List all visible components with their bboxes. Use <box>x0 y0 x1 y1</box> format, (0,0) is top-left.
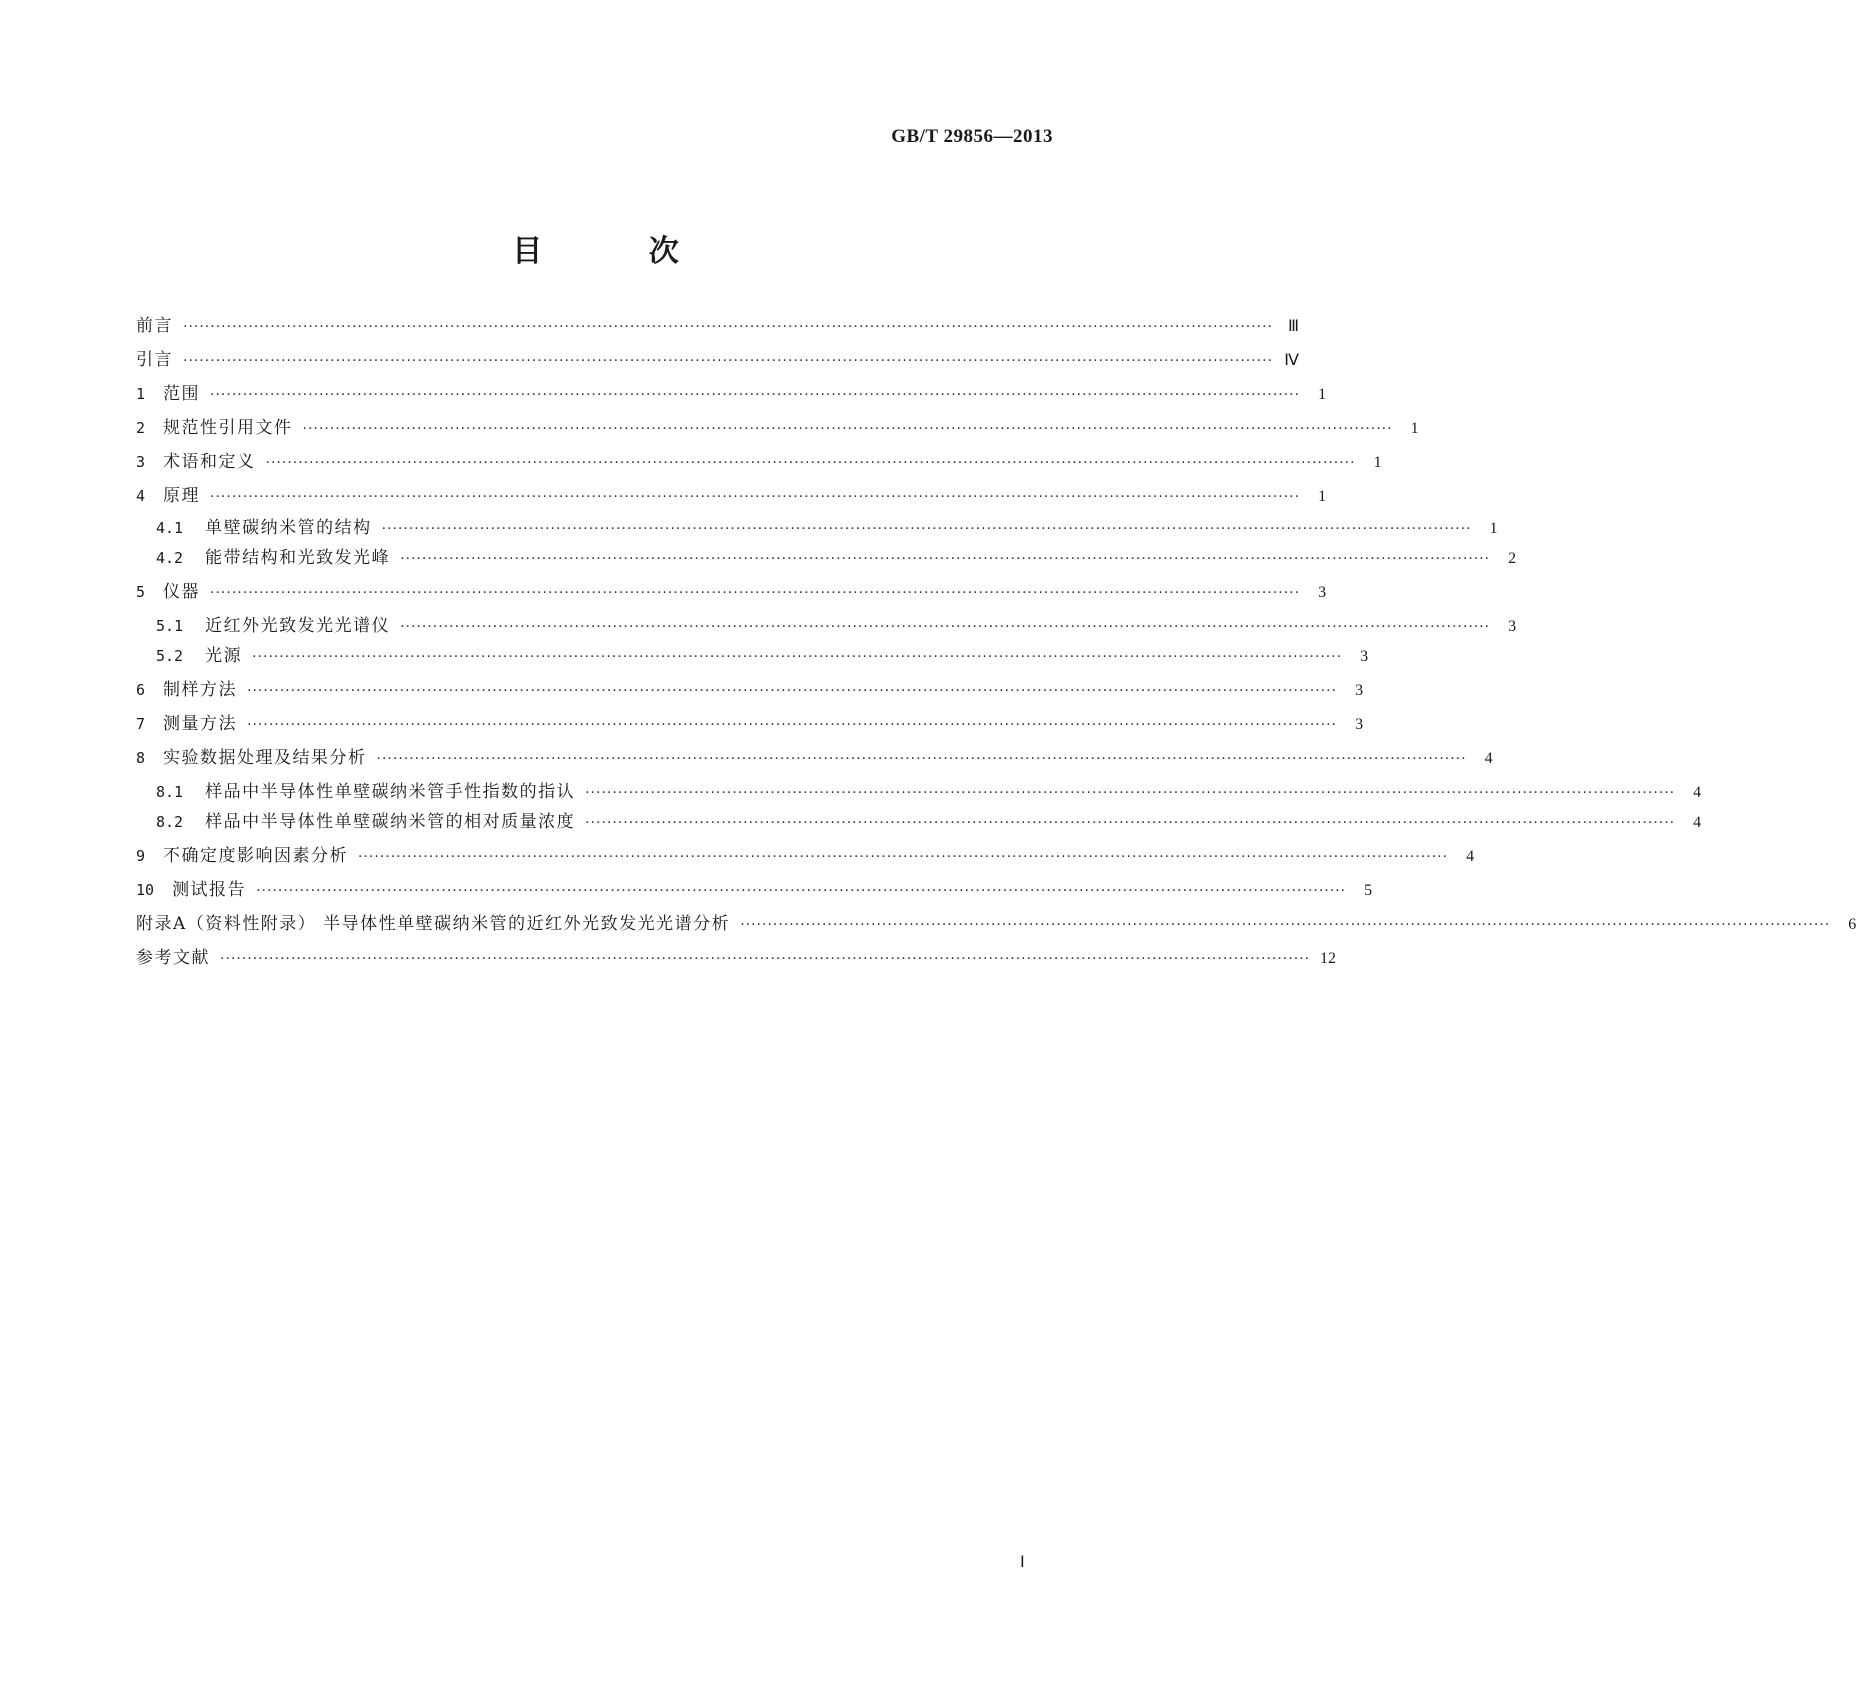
toc-entry-label: 仪器 <box>163 582 201 602</box>
toc-entry-4[interactable] <box>136 484 1327 508</box>
leader-dots: ········································································································································································································ <box>210 585 1301 601</box>
leader-dots: ········································································································································································································ <box>585 815 1676 831</box>
toc-entry-number: 8.2 <box>156 813 184 831</box>
page-number: Ⅰ <box>1020 1554 1025 1571</box>
toc-entry-label: 近红外光致发光光谱仪 <box>205 616 391 636</box>
leader-dots: ········································································································································································································ <box>376 751 1467 767</box>
toc-entry-number: 5 <box>136 583 146 601</box>
toc-entry-label: 术语和定义 <box>163 452 256 472</box>
toc-entry-preface[interactable] <box>136 314 1300 338</box>
toc-entry-page: 1 <box>1410 420 1419 437</box>
leader-dots: ········································································································································································································ <box>381 521 1472 537</box>
toc-entry-5[interactable] <box>136 580 1327 604</box>
toc-entry-label: 样品中半导体性单壁碳纳米管的相对质量浓度 <box>205 812 576 832</box>
toc-entry-page: 4 <box>1484 750 1493 767</box>
toc-entry-label: 不确定度影响因素分析 <box>163 846 349 866</box>
toc-entry-number: 5.2 <box>156 647 184 665</box>
toc-entry-number: 10 <box>136 881 155 899</box>
toc-entry-page: 3 <box>1508 618 1517 635</box>
toc-entry-number: 1 <box>136 385 146 403</box>
toc-entry-label: 规范性引用文件 <box>163 418 293 438</box>
leader-dots: ········································································································································································································ <box>302 421 1393 437</box>
toc-entry-page: 1 <box>1318 488 1327 505</box>
toc-entry-page: 12 <box>1320 950 1337 967</box>
toc-entry-2[interactable] <box>136 416 1419 440</box>
leader-dots: ········································································································································································································ <box>210 489 1301 505</box>
toc-entry-page: 4 <box>1693 814 1702 831</box>
toc-entry-page: 3 <box>1355 682 1364 699</box>
toc-entry-page: 3 <box>1360 648 1369 665</box>
toc-entry-page: 4 <box>1693 784 1702 801</box>
toc-entry-number: 8.1 <box>156 783 184 801</box>
toc-entry-number: 4.2 <box>156 549 184 567</box>
toc-entry-5-1[interactable] <box>156 614 1517 638</box>
leader-dots: ········································································································································································································ <box>220 951 1311 967</box>
toc-entry-label: 测试报告 <box>172 880 247 900</box>
leader-dots: ········································································································································································································ <box>247 717 1338 733</box>
toc-entry-8[interactable] <box>136 746 1493 770</box>
toc-entry-label: 能带结构和光致发光峰 <box>205 548 391 568</box>
toc-entry-number: 4.1 <box>156 519 184 537</box>
toc-entry-references[interactable] <box>136 946 1337 970</box>
toc-entry-4-2[interactable] <box>156 546 1517 570</box>
toc-entry-page: 1 <box>1373 454 1382 471</box>
leader-dots: ········································································································································································································ <box>210 387 1301 403</box>
toc-entry-introduction[interactable] <box>136 348 1300 372</box>
toc-entry-number: 6 <box>136 681 146 699</box>
toc-entry-9[interactable] <box>136 844 1475 868</box>
toc-entry-page: 4 <box>1466 848 1475 865</box>
toc-entry-label: 单壁碳纳米管的结构 <box>205 518 372 538</box>
leader-dots: ········································································································································································································ <box>183 319 1274 335</box>
toc-entry-label: 实验数据处理及结果分析 <box>163 748 367 768</box>
leader-dots: ········································································································································································································ <box>247 683 1338 699</box>
leader-dots: ········································································································································································································ <box>358 849 1449 865</box>
toc-entry-page: Ⅳ <box>1284 352 1300 369</box>
leader-dots: ········································································································································································································ <box>256 883 1347 899</box>
leader-dots: ········································································································································································································ <box>183 353 1274 369</box>
toc-entry-4-1[interactable] <box>156 516 1498 540</box>
leader-dots: ········································································································································································································ <box>740 917 1831 933</box>
toc-entry-number: 2 <box>136 419 146 437</box>
toc-entry-label: 光源 <box>205 646 243 666</box>
toc-entry-number: 7 <box>136 715 146 733</box>
toc-entry-number: 8 <box>136 749 146 767</box>
leader-dots: ········································································································································································································ <box>400 619 1491 635</box>
leader-dots: ········································································································································································································ <box>265 455 1356 471</box>
toc-entry-label: 范围 <box>163 384 201 404</box>
standard-code: GB/T 29856—2013 <box>891 126 1053 147</box>
leader-dots: ········································································································································································································ <box>252 649 1343 665</box>
toc-entry-label: 原理 <box>163 486 201 506</box>
toc-entry-8-1[interactable] <box>156 780 1702 804</box>
page-title: 目 次 <box>512 234 727 269</box>
toc-entry-6[interactable] <box>136 678 1364 702</box>
toc-entry-8-2[interactable] <box>156 810 1702 834</box>
toc-entry-number: 3 <box>136 453 146 471</box>
toc-entry-page: 1 <box>1318 386 1327 403</box>
toc-entry-page: 2 <box>1508 550 1517 567</box>
leader-dots: ········································································································································································································ <box>400 551 1491 567</box>
toc-entry-page: Ⅲ <box>1288 318 1300 335</box>
toc-entry-label: 制样方法 <box>163 680 238 700</box>
toc-entry-label: 测量方法 <box>163 714 238 734</box>
toc-entry-number: 9 <box>136 847 146 865</box>
toc-entry-5-2[interactable] <box>156 644 1369 668</box>
toc-entry-page: 1 <box>1489 520 1498 537</box>
toc-entry-7[interactable] <box>136 712 1364 736</box>
toc-entry-3[interactable] <box>136 450 1382 474</box>
toc-entry-number: 5.1 <box>156 617 184 635</box>
toc-entry-page: 3 <box>1318 584 1327 601</box>
toc-entry-appendix-a[interactable] <box>136 912 1856 936</box>
toc-entry-1[interactable] <box>136 382 1327 406</box>
leader-dots: ········································································································································································································ <box>585 785 1676 801</box>
toc-entry-page: 5 <box>1364 882 1373 899</box>
toc-entry-number: 4 <box>136 487 146 505</box>
toc-entry-label: 前言 <box>136 316 173 336</box>
toc-entry-page: 3 <box>1355 716 1364 733</box>
toc-entry-label: 参考文献 <box>136 948 210 968</box>
toc-entry-label: 附录A（资料性附录） 半导体性单壁碳纳米管的近红外光致发光光谱分析 <box>136 914 731 934</box>
toc-entry-label: 引言 <box>136 350 173 370</box>
toc-entry-label: 样品中半导体性单壁碳纳米管手性指数的指认 <box>205 782 576 802</box>
toc-entry-page: 6 <box>1848 916 1856 933</box>
toc-entry-10[interactable] <box>136 878 1373 902</box>
